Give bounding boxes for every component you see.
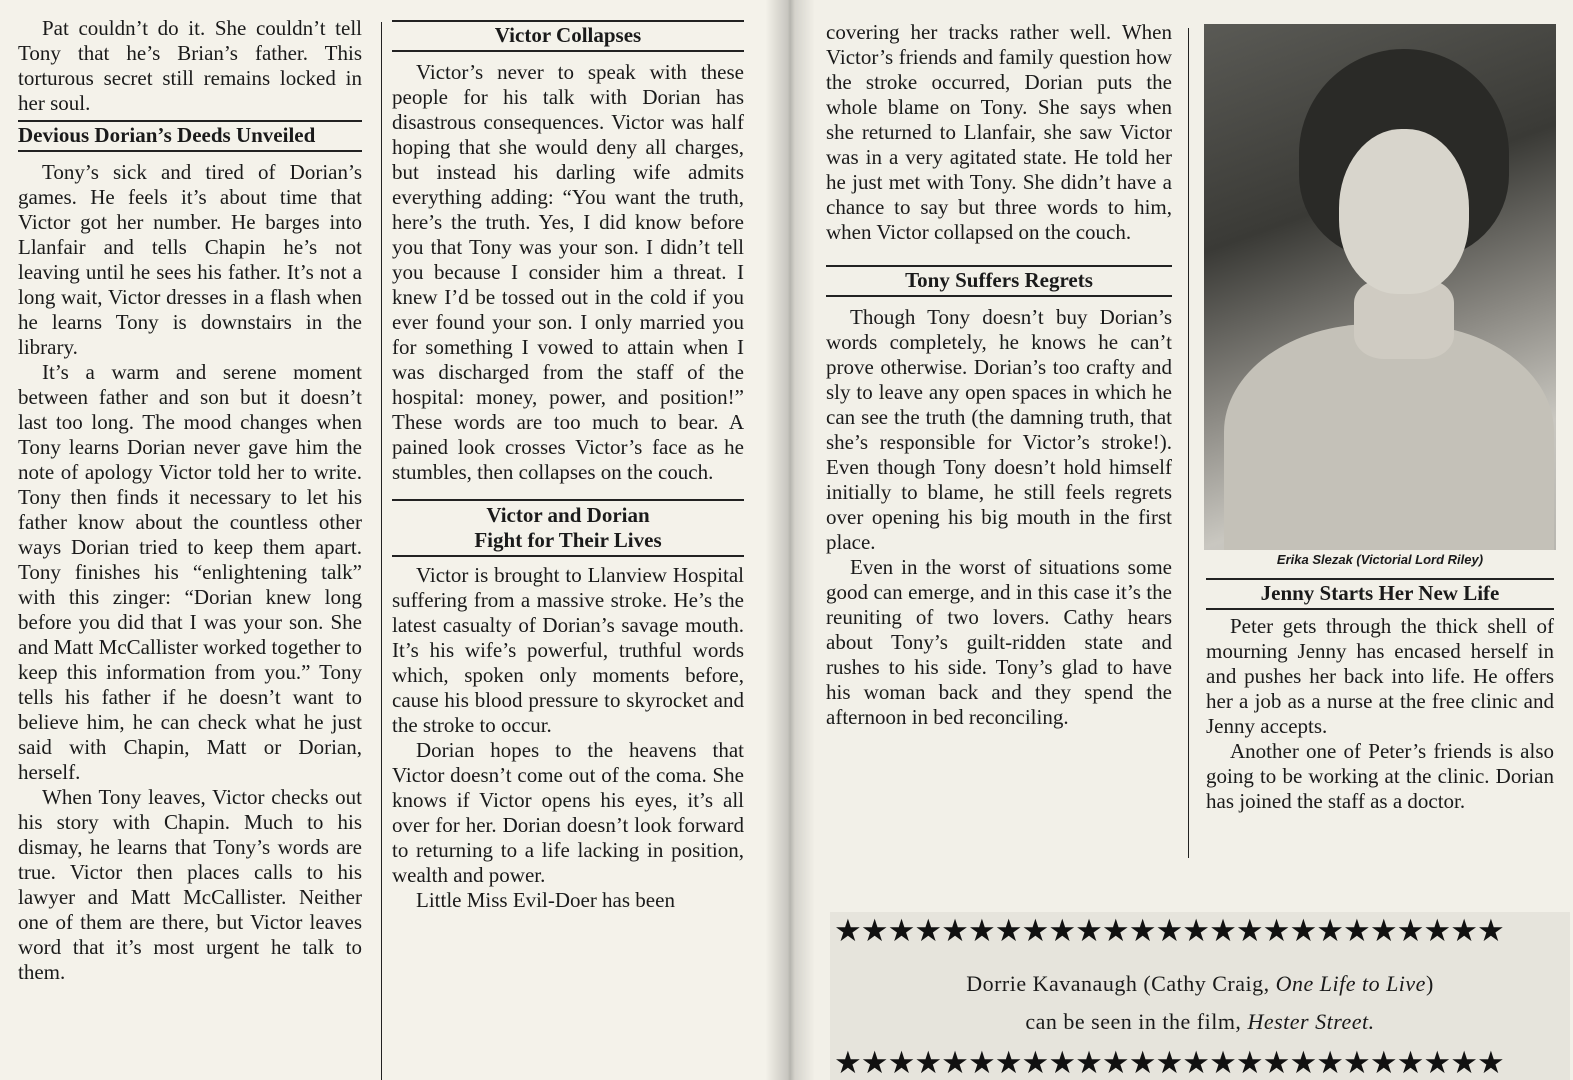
continued-paragraph: covering her tracks rather well. When Victor’s friends and family question how the stroke occurred, Dorian puts the whole blame on Tony. She says when she returned to Llanfair, she saw Victor was in a very agitated state. He told her he just met with Tony. She didn’t have a chance to say but three words to him, when Victor collapsed on the couch. [826,20,1172,244]
paragraph: Tony’s sick and tired of Dorian’s games. He feels it’s about time that Victor got her number. He barges into Llanfair and tells Chapin he’s not leaving until he sees his father. It’s not a long wait, Victor dresses in a flash when he learns Tony is downstairs in the library. [18,160,362,359]
announcement-line-1-text: Dorrie Kavanaugh (Cathy Craig, [966,971,1276,996]
paragraph: Though Tony doesn’t buy Dorian’s words completely, he knows he can’t prove otherwise. Dorian’s too crafty and sly to leave any open spaces in which he can see the truth (the damning truth, that she’s responsible for Victor’s stroke!). Even though Tony doesn’t hold himself initially to blame, he still feels regrets over opening his big mouth in the first place. [826,305,1172,554]
heading-fight-for-lives: Fight for Their Lives [474,528,662,552]
section-heading-block [1206,578,1554,610]
paragraph: Victor is brought to Llanview Hospital suffering from a massive stroke. He’s the latest casualty of Dorian’s savage mouth. It’s his wife’s powerful, truthful words which, spoken only moments before, cause his blood pressure to skyrocket and the stroke to occur. [392,563,744,737]
section-heading-block [18,120,362,152]
column-divider [1188,28,1189,858]
photo-caption: Erika Slezak (Victorial Lord Riley) [1276,552,1484,567]
announcement-line-1 [830,966,1570,1002]
heading-jenny-new-life: Jenny Starts Her New Life [1260,581,1500,605]
portrait-photo [1204,24,1556,550]
intro-paragraph: Pat couldn’t do it. She couldn’t tell Tony that he’s Brian’s father. This torturous secret still remains locked in her soul. [18,16,362,115]
section-heading-block [392,499,744,557]
heading-victor-collapses: Victor Collapses [494,23,642,47]
heading-devious-dorian: Devious Dorian’s Deeds Unveiled [18,123,316,147]
paragraph: It’s a warm and serene moment between father and son but it doesn’t last too long. The mood changes when Tony learns Dorian never gave him the note of apology Victor told her to write. Tony then finds it necessary to let his father know about the countless other ways Dorian tried to keep them apart. Tony finishes his “enlightening talk” with this zinger: “Dorian knew long before you did that I was your son. She and Matt McCallister worked together to keep this information from you.” Tony tells his father if he doesn’t want to believe him, he can check what he just said with Chapin, Matt or Dorian, herself. [18,360,362,784]
announcement-line-1-suffix: ) [1425,971,1434,996]
paragraph: Peter gets through the thick shell of mourning Jenny has encased herself in and pushes her back into life. He offers her a job as a nurse at the free clinic and Jenny accepts. [1206,614,1554,738]
photo-face [1339,129,1469,294]
book-gutter-shadow [765,0,815,1080]
column-2 [392,18,744,913]
heading-tony-suffers-regrets: Tony Suffers Regrets [905,268,1093,292]
column-1 [18,16,362,985]
paragraph: Even in the worst of situations some good can emerge, and in this case it’s the reuniting of two lovers. Cathy hears about Tony’s guilt-ridden state and rushes to his side. Tony’s glad to have his woman back and they spend the afternoon in bed reconciling. [826,555,1172,729]
paragraph: Victor’s never to speak with these people for his talk with Dorian has disastrous consequences. Victor was half hoping that she would deny all charges, but instead his darling wife admits everything adding: “You want the truth, here’s the truth. Yes, I did know before you that Tony was your son. I didn’t tell you because I consider him a threat. I knew I’d be tossed out in the cold if you ever found your son. I only married you for something I vowed to attain when I was discharged from the staff of the hospital: money, power, and position!” These words are too much to bear. A pained look crosses Victor’s face as he stumbles, then collapses on the couch. [392,60,744,484]
right-page [790,0,1573,1080]
section-heading-block [826,265,1172,297]
film-title: Hester Street. [1247,1009,1375,1034]
announcement-line-2-text: can be seen in the film, [1025,1009,1248,1034]
column-3 [826,20,1172,730]
section-heading-block [392,20,744,52]
paragraph: Another one of Peter’s friends is also going to be working at the clinic. Dorian has joined the staff as a doctor. [1206,739,1554,813]
column-divider [381,22,382,1080]
show-title: One Life to Live [1275,971,1426,996]
paragraph: Dorian hopes to the heavens that Victor doesn’t come out of the coma. She knows if Victor opens his eyes, it’s all over for her. Dorian doesn’t look forward to returning to a life lacking in position, wealth and power. [392,738,744,887]
star-row-top: ★★★★★★★★★★★★★★★★★★★★★★★★★ [834,914,1504,948]
column-4 [1206,578,1554,814]
heading-victor-and-dorian: Victor and Dorian [486,503,650,527]
paragraph: Little Miss Evil-Doer has been [416,888,675,912]
paragraph: When Tony leaves, Victor checks out his story with Chapin. Much to his dismay, he learns that Tony’s words are true. Victor then places calls to his lawyer and Matt McCallister. Neither one of them are there, but Victor leaves word that it’s most urgent he talk to them. [18,785,362,984]
star-row-bottom: ★★★★★★★★★★★★★★★★★★★★★★★★★ [834,1046,1504,1080]
announcement-line-2 [830,1004,1570,1040]
